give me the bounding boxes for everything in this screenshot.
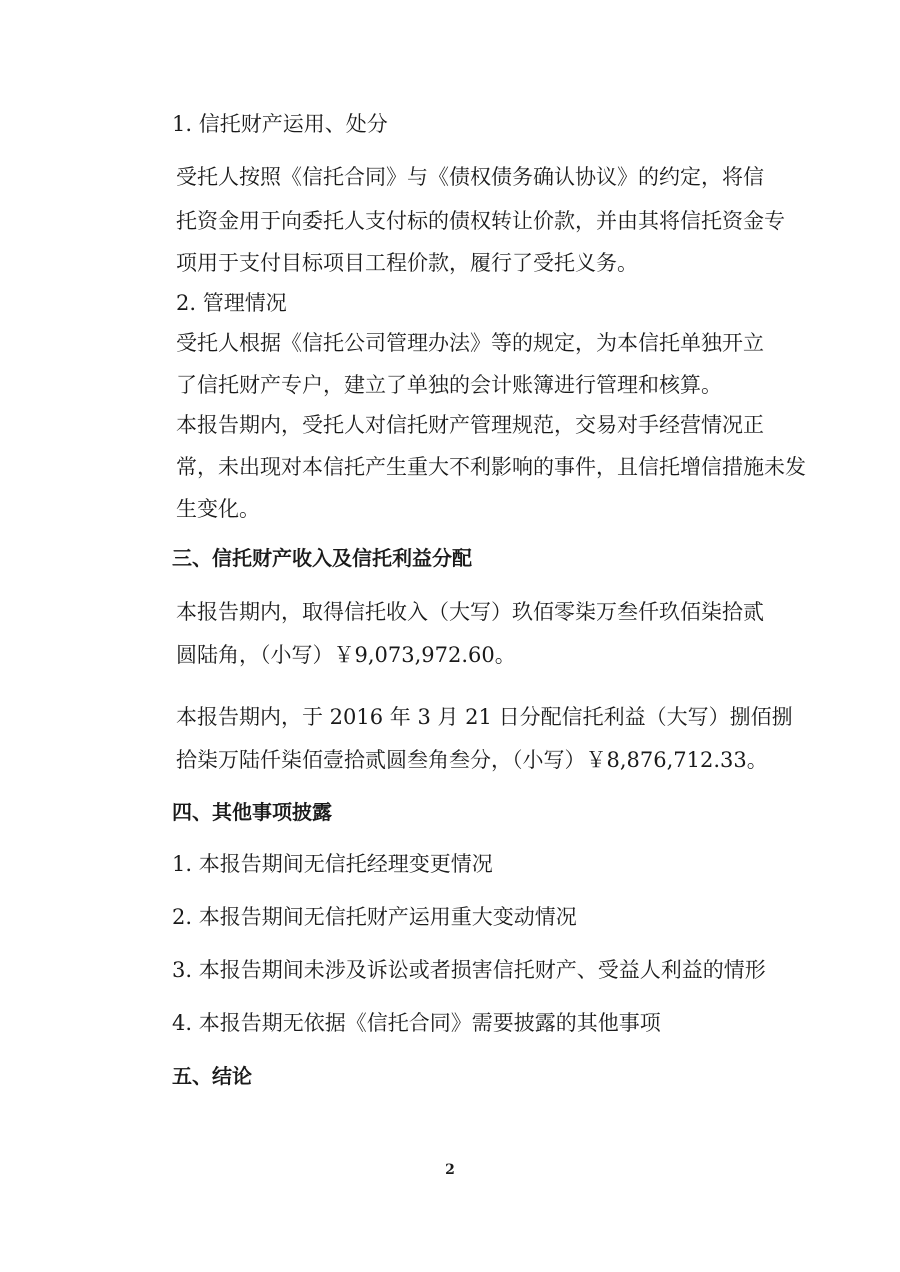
paragraph-line: 了信托财产专户，建立了单独的会计账簿进行管理和核算。 [176,373,722,397]
paragraph-line: 圆陆角，（小写）￥9,073,972.60。 [176,643,516,667]
paragraph-line: 托资金用于向委托人支付标的债权转让价款，并由其将信托资金专 [176,209,785,233]
paragraph-line: 生变化。 [176,497,260,521]
paragraph-line: 项用于支付目标项目工程价款，履行了受托义务。 [176,251,638,275]
section-heading-other-disclosures: 四、其他事项披露 [172,800,332,824]
paragraph-line: 受托人按照《信托合同》与《债权债务确认协议》的约定，将信 [176,165,764,189]
page-number: 2 [445,1162,455,1178]
subsection-title-management: 2. 管理情况 [176,291,287,315]
section-heading-conclusion: 五、结论 [172,1064,252,1088]
paragraph-line: 本报告期内，受托人对信托财产管理规范，交易对手经营情况正 [176,413,764,437]
section-heading-income-distribution: 三、信托财产收入及信托利益分配 [172,546,472,570]
paragraph-line: 本报告期内，于 2016 年 3 月 21 日分配信托利益（大写）捌佰捌 [176,705,793,729]
list-item: 4. 本报告期无依据《信托合同》需要披露的其他事项 [172,1011,661,1035]
paragraph-line: 本报告期内，取得信托收入（大写）玖佰零柒万叁仟玖佰柒拾贰 [176,600,764,624]
subsection-title-utilization: 1. 信托财产运用、处分 [172,112,388,136]
paragraph-line: 常，未出现对本信托产生重大不利影响的事件，且信托增信措施未发 [176,455,806,479]
paragraph-line: 拾柒万陆仟柒佰壹拾贰圆叁角叁分，（小写）￥8,876,712.33。 [176,748,768,772]
list-item: 3. 本报告期间未涉及诉讼或者损害信托财产、受益人利益的情形 [172,958,766,982]
paragraph-line: 受托人根据《信托公司管理办法》等的规定，为本信托单独开立 [176,331,764,355]
list-item: 1. 本报告期间无信托经理变更情况 [172,852,493,876]
list-item: 2. 本报告期间无信托财产运用重大变动情况 [172,905,577,929]
